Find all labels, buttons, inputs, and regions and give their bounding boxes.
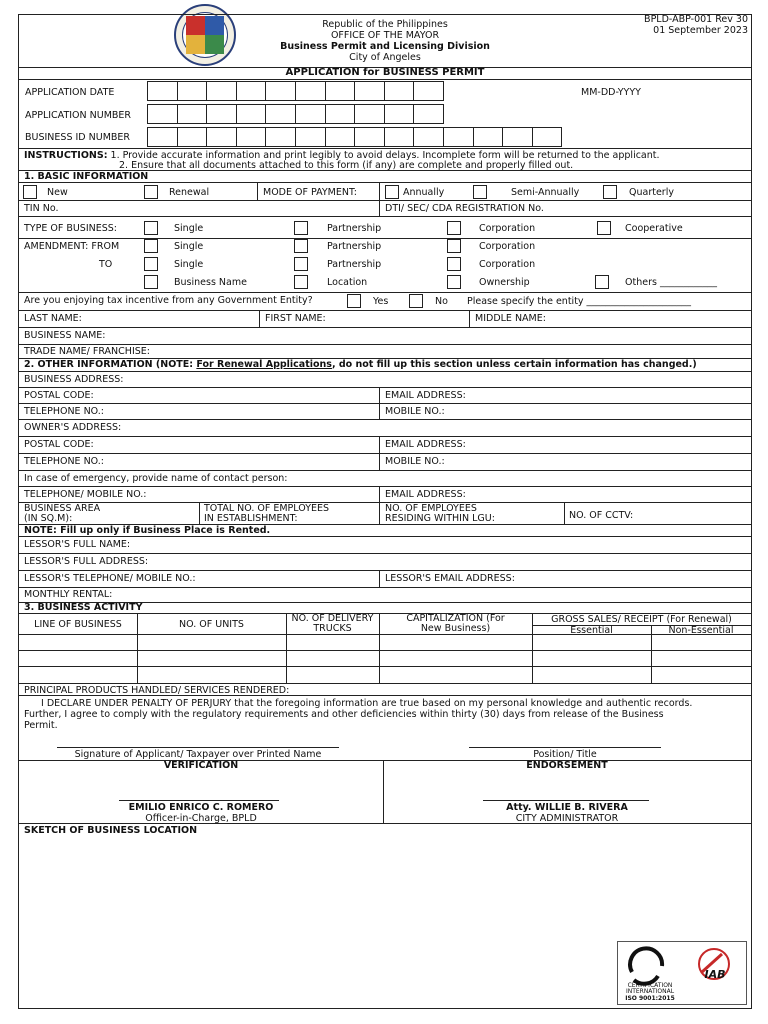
char-box[interactable] (295, 127, 326, 147)
col-no-of-units: NO. OF UNITS (179, 619, 244, 630)
to-partnership-label: Partnership (327, 259, 382, 270)
new-label: New (47, 187, 68, 198)
others-checkbox[interactable] (595, 275, 609, 289)
col-gross-sales: GROSS SALES/ RECEIPT (For Renewal) (551, 614, 732, 625)
owner-telephone-label: TELEPHONE NO.: (24, 456, 104, 467)
table-row[interactable] (19, 667, 751, 684)
section2-title: 2. OTHER INFORMATION (NOTE: For Renewal Applications, do not fill up this section unless certain information has changed.) (24, 359, 697, 370)
col-non-essential: Non-Essential (668, 625, 734, 636)
type-partnership-label: Partnership (327, 223, 382, 234)
renewal-checkbox[interactable] (144, 185, 158, 199)
instructions-line1: INSTRUCTIONS: 1. Provide accurate information and print legibly to avoid delays. Incomplete form will be returned to the applicant. (24, 150, 660, 161)
type-cooperative-checkbox[interactable] (597, 221, 611, 235)
monthly-rental-label: MONTHLY RENTAL: (24, 589, 113, 600)
owner-email-label: EMAIL ADDRESS: (385, 439, 466, 450)
type-single-checkbox[interactable] (144, 221, 158, 235)
business-name-option-label: Business Name (174, 277, 247, 288)
char-box[interactable] (265, 104, 296, 124)
owners-address-label: OWNER'S ADDRESS: (24, 422, 122, 433)
mode-of-payment-label: MODE OF PAYMENT: (263, 187, 357, 198)
char-box[interactable] (147, 127, 178, 147)
form-date: 01 September 2023 (653, 25, 748, 36)
employees-lgu-label: NO. OF EMPLOYEES RESIDING WITHIN LGU: (385, 503, 495, 524)
iso-label: ISO 9001:2015 (625, 995, 675, 1002)
telephone-label: TELEPHONE NO.: (24, 406, 104, 417)
char-box[interactable] (236, 104, 267, 124)
verification-role: Officer-in-Charge, BPLD (145, 813, 257, 824)
char-box[interactable] (502, 127, 533, 147)
sketch-title: SKETCH OF BUSINESS LOCATION (24, 825, 198, 836)
certification-logos (617, 941, 747, 1005)
char-box[interactable] (177, 127, 208, 147)
section3-title: 3. BUSINESS ACTIVITY (24, 602, 143, 613)
email-address-label: EMAIL ADDRESS: (385, 390, 466, 401)
owner-mobile-label: MOBILE NO.: (385, 456, 445, 467)
to-corporation-label: Corporation (479, 259, 536, 270)
header-division: Business Permit and Licensing Division (280, 41, 490, 52)
char-box[interactable] (354, 81, 385, 101)
last-name-label: LAST NAME: (24, 313, 82, 324)
business-id-label: BUSINESS ID NUMBER (25, 132, 131, 143)
char-box[interactable] (206, 104, 237, 124)
declaration-line3: Permit. (24, 720, 58, 731)
char-box[interactable] (325, 81, 356, 101)
ownership-checkbox[interactable] (447, 275, 461, 289)
verification-name: EMILIO ENRICO C. ROMERO (128, 802, 274, 813)
char-box[interactable] (295, 81, 326, 101)
lessor-tel-label: LESSOR'S TELEPHONE/ MOBILE NO.: (24, 573, 196, 584)
annually-checkbox[interactable] (385, 185, 399, 199)
char-box[interactable] (177, 81, 208, 101)
char-box[interactable] (413, 104, 444, 124)
emergency-contact-label: In case of emergency, provide name of contact person: (24, 473, 288, 484)
from-partnership-checkbox[interactable] (294, 239, 308, 253)
note-rented: NOTE: Fill up only if Business Place is Rented. (24, 525, 271, 536)
endorsement-name: Atty. WILLIE B. RIVERA (506, 802, 628, 813)
from-single-label: Single (174, 241, 204, 252)
char-box[interactable] (413, 127, 444, 147)
iab-label: IAB (704, 968, 726, 981)
application-number-label: APPLICATION NUMBER (25, 110, 132, 121)
from-corporation-label: Corporation (479, 241, 536, 252)
middle-name-label: MIDDLE NAME: (475, 313, 546, 324)
position-label: Position/ Title (533, 749, 597, 760)
business-area-label: BUSINESS AREA (IN SQ.M): (24, 503, 101, 524)
from-partnership-label: Partnership (327, 241, 382, 252)
signature-label: Signature of Applicant/ Taxpayer over Printed Name (74, 749, 322, 760)
new-checkbox[interactable] (23, 185, 37, 199)
tax-incentive-question: Are you enjoying tax incentive from any Government Entity? (24, 295, 313, 306)
dti-label: DTI/ SEC/ CDA REGISTRATION No. (385, 203, 544, 214)
to-single-checkbox[interactable] (144, 257, 158, 271)
char-box[interactable] (473, 127, 504, 147)
verification-title: VERIFICATION (163, 760, 239, 771)
amendment-from-label: AMENDMENT: FROM (24, 241, 120, 252)
tax-yes-label: Yes (373, 296, 389, 307)
emergency-email-label: EMAIL ADDRESS: (385, 489, 466, 500)
lessor-name-label: LESSOR'S FULL NAME: (24, 539, 131, 550)
emergency-tel-label: TELEPHONE/ MOBILE NO.: (24, 489, 147, 500)
char-box[interactable] (147, 81, 178, 101)
type-single-label: Single (174, 223, 204, 234)
type-cooperative-label: Cooperative (625, 223, 683, 234)
char-box[interactable] (354, 127, 385, 147)
char-box[interactable] (236, 127, 267, 147)
char-box[interactable] (325, 104, 356, 124)
char-box[interactable] (206, 127, 237, 147)
instructions-line2: 2. Ensure that all documents attached to this form (if any) are complete and properly filled out. (119, 160, 574, 171)
business-name-checkbox[interactable] (144, 275, 158, 289)
semi-annually-label: Semi-Annually (511, 187, 580, 198)
quarterly-label: Quarterly (629, 187, 674, 198)
amendment-to-label: TO (99, 259, 113, 270)
char-box[interactable] (265, 127, 296, 147)
cert-line1: CERTIFICATION (627, 982, 673, 989)
mobile-label: MOBILE NO.: (385, 406, 445, 417)
cctv-label: NO. OF CCTV: (569, 510, 634, 521)
date-format-hint: MM-DD-YYYY (581, 87, 641, 98)
form-code: BPLD-ABP-001 Rev 30 (644, 14, 748, 25)
char-box[interactable] (532, 127, 563, 147)
tax-no-label: No (435, 296, 448, 307)
from-single-checkbox[interactable] (144, 239, 158, 253)
trade-name-label: TRADE NAME/ FRANCHISE: (24, 346, 150, 357)
ownership-label: Ownership (479, 277, 530, 288)
tax-no-checkbox[interactable] (409, 294, 423, 308)
form-title: APPLICATION for BUSINESS PERMIT (285, 67, 485, 78)
cert-line2: INTERNATIONAL (625, 988, 675, 995)
location-checkbox[interactable] (294, 275, 308, 289)
owner-postal-code-label: POSTAL CODE: (24, 439, 94, 450)
first-name-label: FIRST NAME: (265, 313, 326, 324)
specify-entity-label: Please specify the entity ______________________ (467, 296, 692, 307)
endorsement-role: CITY ADMINISTRATOR (515, 813, 619, 824)
lessor-email-label: LESSOR'S EMAIL ADDRESS: (385, 573, 515, 584)
total-employees-label: TOTAL NO. OF EMPLOYEES IN ESTABLISHMENT: (204, 503, 330, 524)
annually-label: Annually (403, 187, 445, 198)
char-box[interactable] (384, 104, 415, 124)
type-corporation-label: Corporation (479, 223, 536, 234)
to-single-label: Single (174, 259, 204, 270)
declaration-line1: I DECLARE UNDER PENALTY OF PERJURY that the foregoing information are true based on my personal knowledge and authentic records. (41, 698, 693, 709)
header-republic: Republic of the Philippines (322, 19, 448, 30)
char-box[interactable] (384, 127, 415, 147)
to-corporation-checkbox[interactable] (447, 257, 461, 271)
section1-title: 1. BASIC INFORMATION (24, 171, 149, 182)
char-box[interactable] (443, 127, 474, 147)
char-box[interactable] (295, 104, 326, 124)
tin-label: TIN No. (24, 203, 59, 214)
application-date-label: APPLICATION DATE (25, 87, 115, 98)
char-box[interactable] (413, 81, 444, 101)
tax-yes-checkbox[interactable] (347, 294, 361, 308)
header-city: City of Angeles (349, 52, 421, 63)
application-form (18, 14, 752, 1009)
char-box[interactable] (206, 81, 237, 101)
table-row[interactable] (19, 635, 751, 651)
renewal-label: Renewal (169, 187, 210, 198)
table-row[interactable] (19, 651, 751, 667)
char-box[interactable] (265, 81, 296, 101)
semi-annually-checkbox[interactable] (473, 185, 487, 199)
char-box[interactable] (177, 104, 208, 124)
type-corporation-checkbox[interactable] (447, 221, 461, 235)
char-box[interactable] (384, 81, 415, 101)
char-box[interactable] (236, 81, 267, 101)
header-office: OFFICE OF THE MAYOR (330, 30, 440, 41)
declaration-line2: Further, I agree to comply with the regulatory requirements and other deficiencies within thirty (30) days from release of the Business (24, 709, 664, 720)
char-box[interactable] (147, 104, 178, 124)
business-name-label: BUSINESS NAME: (24, 330, 106, 341)
from-corporation-checkbox[interactable] (447, 239, 461, 253)
type-of-business-label: TYPE OF BUSINESS: (24, 223, 117, 234)
col-capitalization: CAPITALIZATION (For New Business) (406, 613, 505, 634)
col-delivery-trucks: NO. OF DELIVERY TRUCKS (291, 613, 374, 634)
char-box[interactable] (325, 127, 356, 147)
lessor-address-label: LESSOR'S FULL ADDRESS: (24, 556, 149, 567)
location-label: Location (327, 277, 368, 288)
principal-products-label: PRINCIPAL PRODUCTS HANDLED/ SERVICES RENDERED: (24, 685, 290, 696)
quarterly-checkbox[interactable] (603, 185, 617, 199)
postal-code-label: POSTAL CODE: (24, 390, 94, 401)
col-essential: Essential (570, 625, 613, 636)
others-label: Others ____________ (625, 277, 717, 288)
char-box[interactable] (354, 104, 385, 124)
col-line-of-business: LINE OF BUSINESS (34, 619, 122, 630)
type-partnership-checkbox[interactable] (294, 221, 308, 235)
endorsement-title: ENDORSEMENT (526, 760, 608, 771)
business-address-label: BUSINESS ADDRESS: (24, 374, 124, 385)
to-partnership-checkbox[interactable] (294, 257, 308, 271)
